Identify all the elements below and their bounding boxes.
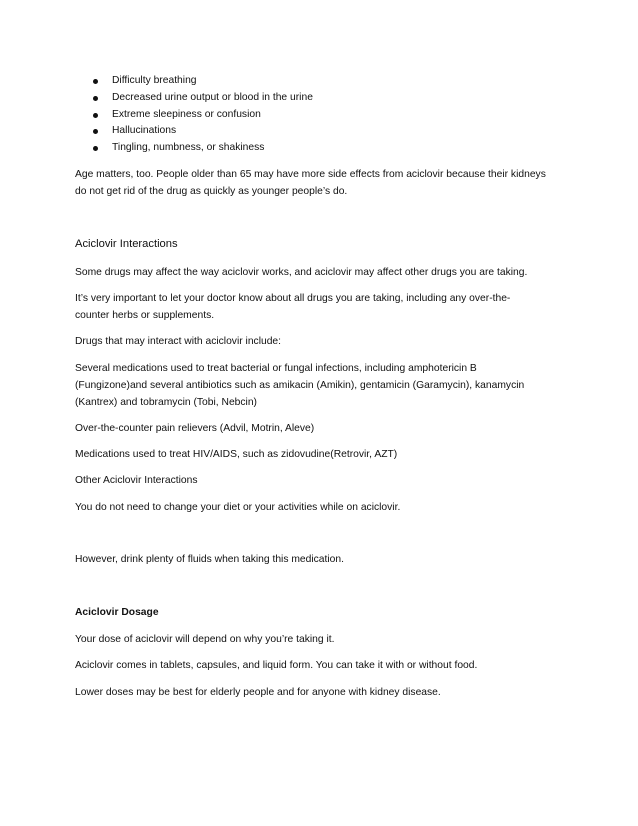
age-note-paragraph	[75, 166, 575, 200]
hiv-medications: Medications used to treat HIV/AIDS, such as zidovudine(Retrovir, AZT)	[75, 449, 398, 460]
dosage-line-2: Aciclovir comes in tablets, capsules, and liquid form. You can take it with or without food.	[75, 660, 478, 671]
fluids-paragraph: However, drink plenty of fluids when taking this medication.	[75, 554, 345, 565]
list-item-text: Tingling, numbness, or shakiness	[112, 142, 265, 154]
list-item	[93, 73, 313, 90]
bullet-icon	[93, 79, 98, 84]
bullet-icon	[93, 96, 98, 101]
list-item	[93, 123, 313, 140]
list-item	[93, 90, 313, 107]
bullet-icon	[93, 129, 98, 134]
list-item-text: Extreme sleepiness or confusion	[112, 108, 261, 120]
interactions-intro: Some drugs may affect the way aciclovir works, and aciclovir may affect other drugs you are taking.	[75, 267, 528, 278]
doctor-line-1: It’s very important to let your doctor know about all drugs you are taking, including any over-the-	[75, 293, 511, 304]
medications-line-3: (Kantrex) and tobramycin (Tobi, Nebcin)	[75, 397, 257, 409]
drug-list-intro: Drugs that may interact with aciclovir include:	[75, 336, 282, 347]
bullet-icon	[93, 146, 98, 151]
dosage-heading: Aciclovir Dosage	[75, 607, 159, 618]
diet-paragraph: You do not need to change your diet or your activities while on aciclovir.	[75, 502, 401, 513]
bullet-icon	[93, 113, 98, 118]
medications-paragraph	[75, 360, 575, 412]
doctor-paragraph	[75, 290, 575, 324]
age-note-line-2: do not get rid of the drug as quickly as younger people’s do.	[75, 186, 348, 198]
symptom-list	[93, 73, 313, 157]
list-item	[93, 107, 313, 124]
medications-line-2: (Fungizone)and several antibiotics such as amikacin (Amikin), gentamicin (Garamycin), kanamycin	[75, 380, 525, 392]
otc-pain-relievers: Over-the-counter pain relievers (Advil, Motrin, Aleve)	[75, 423, 315, 434]
list-item	[93, 140, 313, 157]
other-interactions-heading: Other Aciclovir Interactions	[75, 475, 198, 486]
list-item-text: Hallucinations	[112, 125, 177, 137]
list-item-text: Decreased urine output or blood in the urine	[112, 91, 313, 103]
age-note-line-1: Age matters, too. People older than 65 may have more side effects from aciclovir because their kidneys	[75, 169, 546, 180]
list-item-text: Difficulty breathing	[112, 75, 197, 86]
medications-line-1: Several medications used to treat bacterial or fungal infections, including amphotericin B	[75, 363, 477, 374]
dosage-line-3: Lower doses may be best for elderly people and for anyone with kidney disease.	[75, 687, 441, 698]
dosage-line-1: Your dose of aciclovir will depend on why you’re taking it.	[75, 634, 335, 645]
doctor-line-2: counter herbs or supplements.	[75, 310, 215, 322]
interactions-heading: Aciclovir Interactions	[75, 238, 178, 250]
